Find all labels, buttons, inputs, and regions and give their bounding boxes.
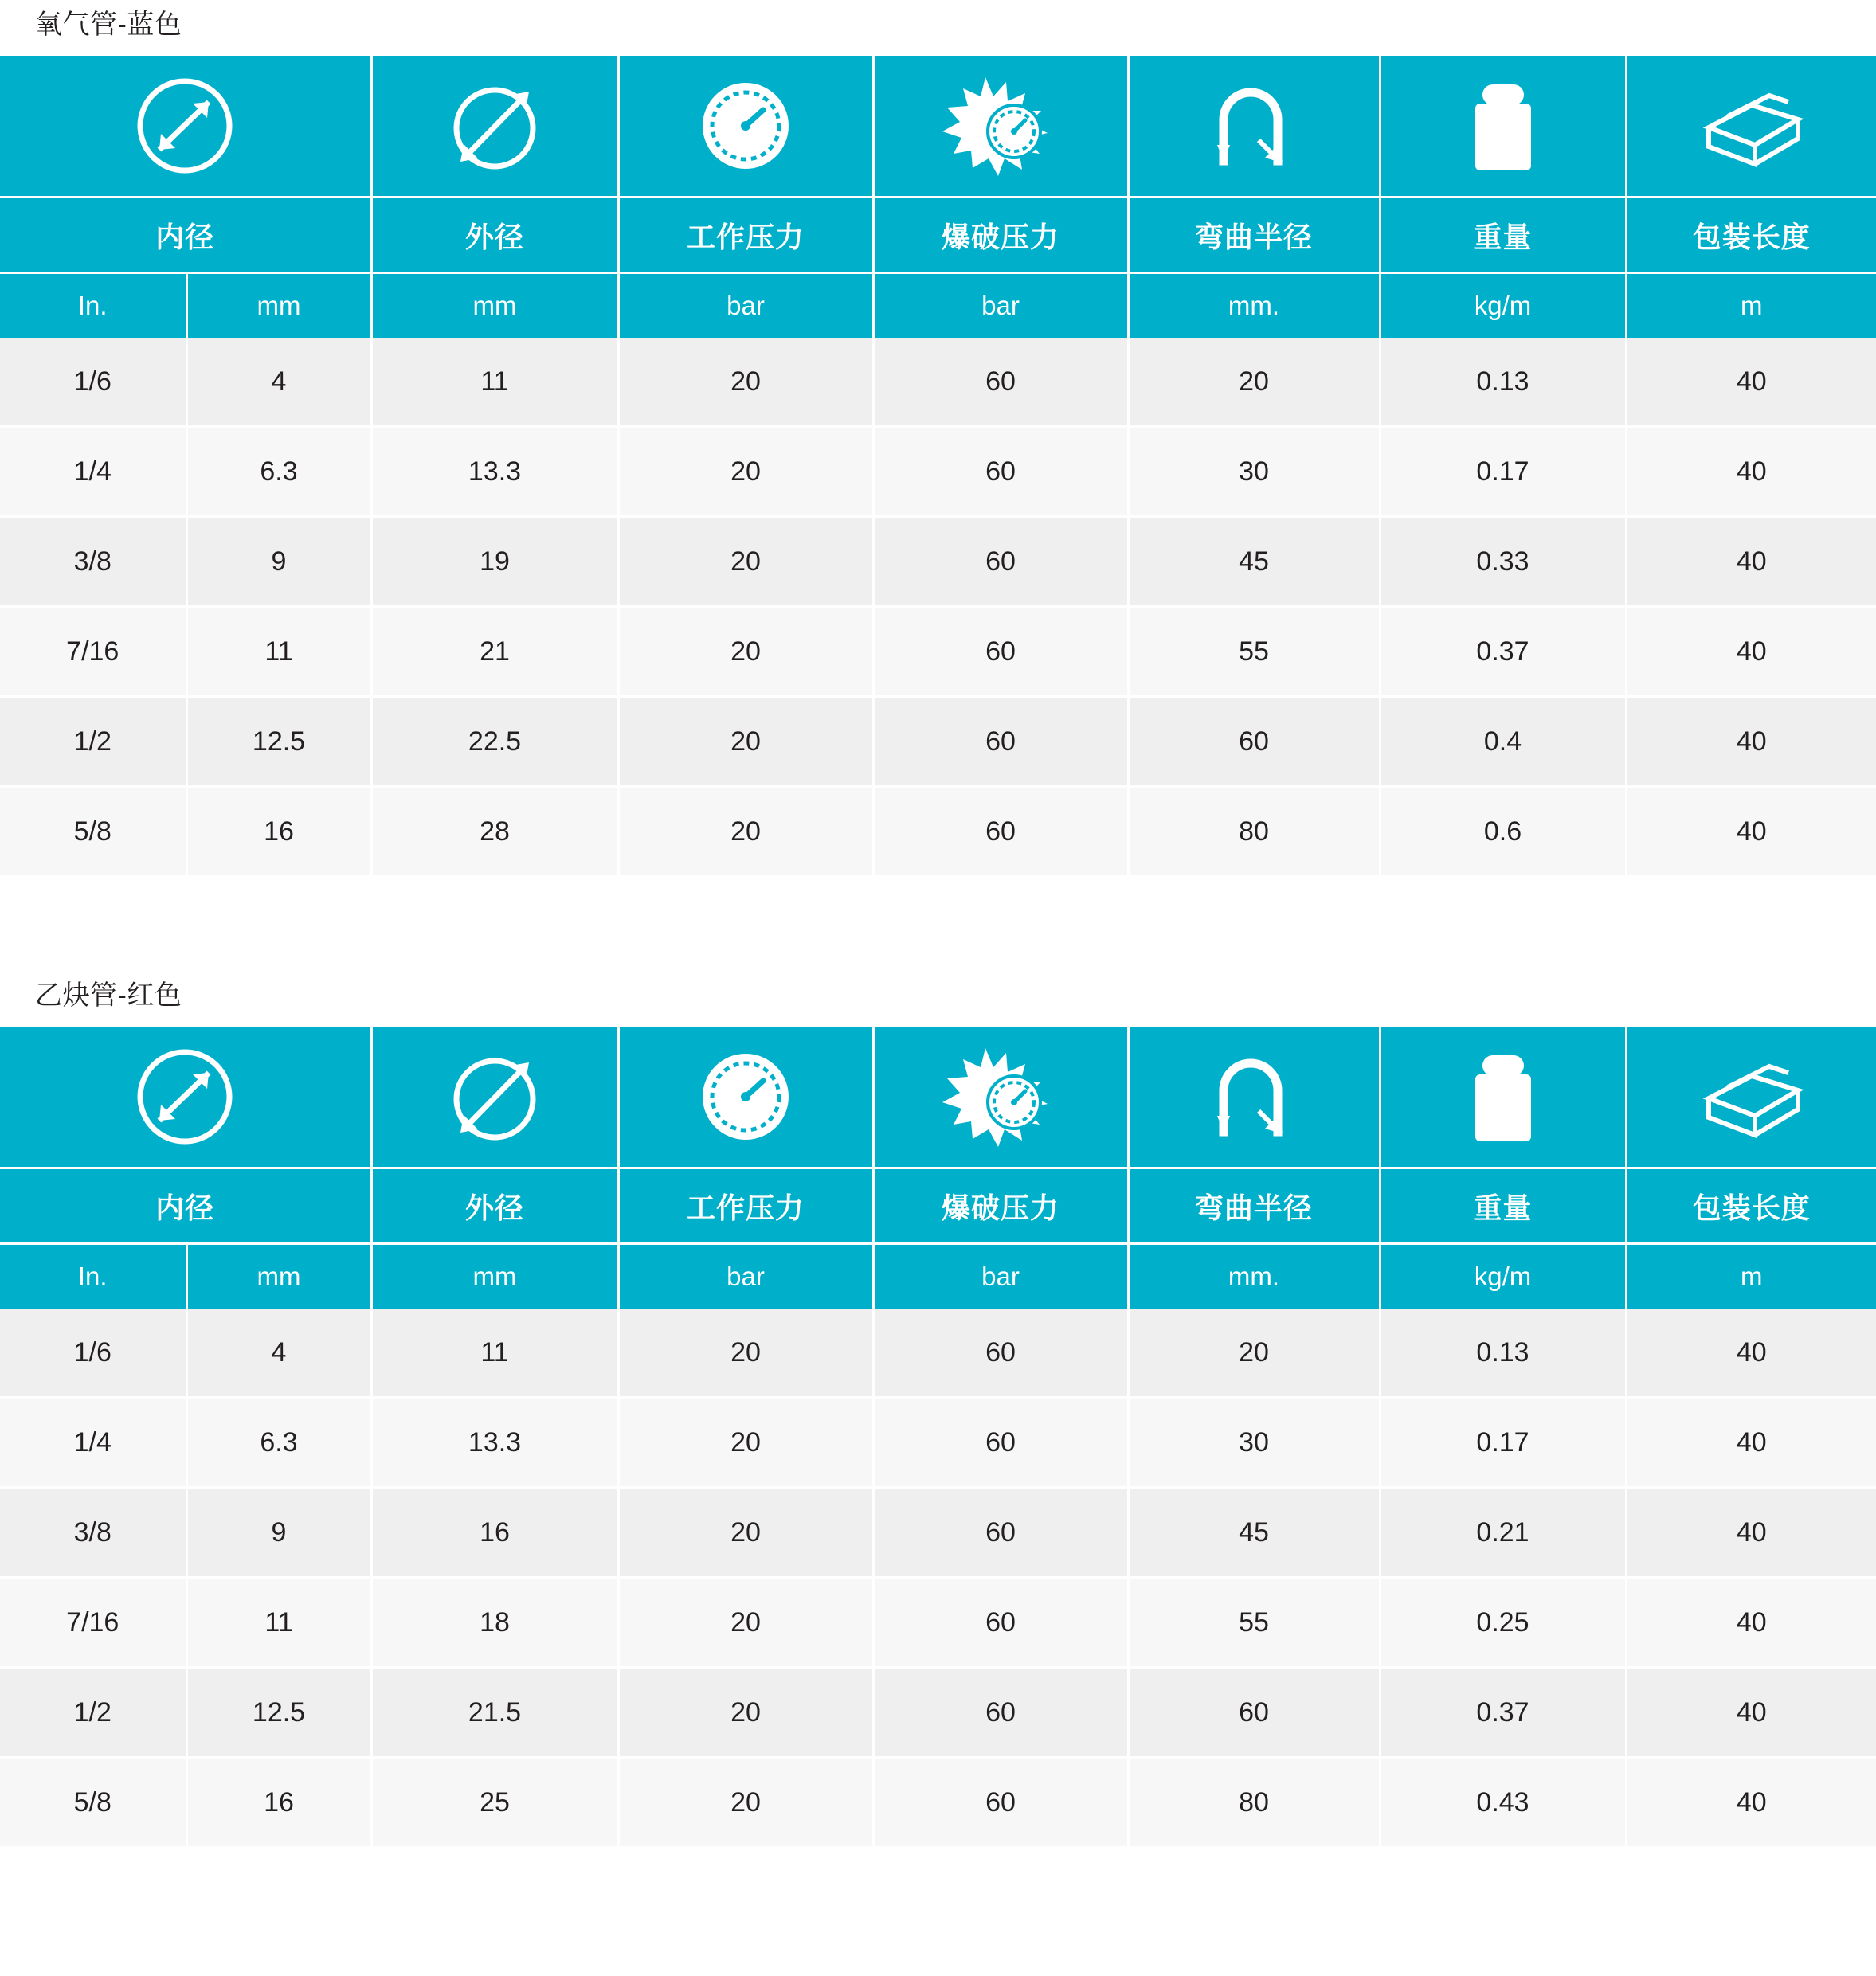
table-row (0, 427, 1876, 517)
cell-bp: 60 (873, 1758, 1128, 1847)
table-row (0, 1578, 1876, 1668)
header-unit-row (0, 1244, 1876, 1309)
cell-length: 40 (1626, 338, 1876, 427)
header-weight: 重量 (1380, 1168, 1626, 1244)
table-row (0, 1668, 1876, 1758)
unit-bar-wp: bar (618, 1244, 873, 1309)
cell-od-mm: 16 (371, 1488, 618, 1578)
unit-in: In. (0, 273, 186, 338)
cell-bp: 60 (873, 517, 1128, 607)
bend-radius-icon-cell (1128, 1027, 1380, 1168)
cell-in: 1/2 (0, 1668, 186, 1758)
header-unit-row (0, 273, 1876, 338)
header-inner-diameter: 内径 (0, 198, 371, 273)
header-name-row (0, 1168, 1876, 1244)
cell-in: 3/8 (0, 517, 186, 607)
cell-od-mm: 11 (371, 1309, 618, 1398)
unit-bar-wp: bar (618, 273, 873, 338)
cell-br: 80 (1128, 787, 1380, 876)
cell-id-mm: 6.3 (186, 427, 371, 517)
inner-diameter-icon-cell (0, 56, 371, 198)
header-burst-pressure: 爆破压力 (873, 198, 1128, 273)
cell-id-mm: 16 (186, 1758, 371, 1847)
working-pressure-gauge-icon-cell (618, 1027, 873, 1168)
cell-br: 60 (1128, 697, 1380, 787)
cell-br: 60 (1128, 1668, 1380, 1758)
cell-length: 40 (1626, 427, 1876, 517)
cell-in: 5/8 (0, 787, 186, 876)
header-package-length: 包装长度 (1626, 198, 1876, 273)
cell-id-mm: 4 (186, 338, 371, 427)
unit-kgm: kg/m (1380, 1244, 1626, 1309)
cell-id-mm: 11 (186, 607, 371, 697)
cell-weight: 0.25 (1380, 1578, 1626, 1668)
package-length-icon (1627, 1027, 1876, 1167)
outer-diameter-icon-cell (371, 56, 618, 198)
cell-br: 55 (1128, 607, 1380, 697)
cell-bp: 60 (873, 787, 1128, 876)
weight-icon (1381, 1027, 1625, 1167)
cell-in: 5/8 (0, 1758, 186, 1847)
cell-bp: 60 (873, 1398, 1128, 1488)
header-package-length: 包装长度 (1626, 1168, 1876, 1244)
unit-mm-od: mm (371, 273, 618, 338)
cell-od-mm: 11 (371, 338, 618, 427)
cell-in: 7/16 (0, 1578, 186, 1668)
header-bend-radius: 弯曲半径 (1128, 1168, 1380, 1244)
section-acetylene-hose (0, 971, 1876, 1846)
cell-in: 1/4 (0, 427, 186, 517)
unit-bar-bp: bar (873, 1244, 1128, 1309)
icon-header-row (0, 56, 1876, 198)
cell-in: 1/6 (0, 338, 186, 427)
section-oxygen-hose (0, 0, 1876, 875)
cell-in: 1/4 (0, 1398, 186, 1488)
cell-bp: 60 (873, 338, 1128, 427)
cell-id-mm: 12.5 (186, 697, 371, 787)
package-length-icon-cell (1626, 56, 1876, 198)
cell-wp: 20 (618, 517, 873, 607)
cell-od-mm: 21.5 (371, 1668, 618, 1758)
spec-table (0, 1027, 1876, 1846)
cell-wp: 20 (618, 787, 873, 876)
cell-br: 20 (1128, 1309, 1380, 1398)
cell-wp: 20 (618, 1488, 873, 1578)
cell-br: 30 (1128, 1398, 1380, 1488)
working-pressure-gauge-icon (620, 56, 872, 196)
cell-length: 40 (1626, 787, 1876, 876)
cell-br: 55 (1128, 1578, 1380, 1668)
cell-weight: 0.33 (1380, 517, 1626, 607)
cell-wp: 20 (618, 1668, 873, 1758)
header-burst-pressure: 爆破压力 (873, 1168, 1128, 1244)
section-divider-space (0, 875, 1876, 971)
section-title: 氧气管-蓝色 (35, 10, 182, 40)
cell-bp: 60 (873, 427, 1128, 517)
bend-radius-icon-cell (1128, 56, 1380, 198)
cell-id-mm: 6.3 (186, 1398, 371, 1488)
header-working-pressure: 工作压力 (618, 198, 873, 273)
bend-radius-icon (1130, 56, 1379, 196)
cell-wp: 20 (618, 1758, 873, 1847)
cell-weight: 0.13 (1380, 1309, 1626, 1398)
cell-wp: 20 (618, 1578, 873, 1668)
cell-bp: 60 (873, 1488, 1128, 1578)
table-row (0, 1309, 1876, 1398)
header-outer-diameter: 外径 (371, 198, 618, 273)
cell-id-mm: 16 (186, 787, 371, 876)
burst-pressure-icon-cell (873, 56, 1128, 198)
cell-od-mm: 22.5 (371, 697, 618, 787)
outer-diameter-icon-cell (371, 1027, 618, 1168)
burst-pressure-icon-cell (873, 1027, 1128, 1168)
table-row (0, 1758, 1876, 1847)
cell-id-mm: 9 (186, 517, 371, 607)
unit-mm-br: mm. (1128, 273, 1380, 338)
cell-weight: 0.43 (1380, 1758, 1626, 1847)
unit-in: In. (0, 1244, 186, 1309)
cell-weight: 0.17 (1380, 1398, 1626, 1488)
unit-mm-br: mm. (1128, 1244, 1380, 1309)
inner-diameter-icon (0, 56, 370, 196)
cell-br: 30 (1128, 427, 1380, 517)
cell-id-mm: 4 (186, 1309, 371, 1398)
table-row (0, 517, 1876, 607)
cell-weight: 0.6 (1380, 787, 1626, 876)
cell-in: 1/6 (0, 1309, 186, 1398)
package-length-icon (1627, 56, 1876, 196)
inner-diameter-icon-cell (0, 1027, 371, 1168)
unit-m: m (1626, 273, 1876, 338)
cell-od-mm: 18 (371, 1578, 618, 1668)
section-title: 乙炔管-红色 (35, 980, 182, 1011)
outer-diameter-icon (373, 56, 617, 196)
unit-mm-id: mm (186, 273, 371, 338)
cell-od-mm: 19 (371, 517, 618, 607)
cell-od-mm: 21 (371, 607, 618, 697)
header-bend-radius: 弯曲半径 (1128, 198, 1380, 273)
cell-weight: 0.4 (1380, 697, 1626, 787)
cell-id-mm: 9 (186, 1488, 371, 1578)
cell-br: 45 (1128, 1488, 1380, 1578)
cell-id-mm: 12.5 (186, 1668, 371, 1758)
unit-kgm: kg/m (1380, 273, 1626, 338)
outer-diameter-icon (373, 1027, 617, 1167)
cell-bp: 60 (873, 607, 1128, 697)
cell-bp: 60 (873, 697, 1128, 787)
cell-length: 40 (1626, 1398, 1876, 1488)
table-row (0, 338, 1876, 427)
cell-od-mm: 25 (371, 1758, 618, 1847)
cell-length: 40 (1626, 517, 1876, 607)
weight-icon-cell (1380, 1027, 1626, 1168)
cell-length: 40 (1626, 697, 1876, 787)
unit-mm-id: mm (186, 1244, 371, 1309)
cell-od-mm: 13.3 (371, 427, 618, 517)
cell-weight: 0.21 (1380, 1488, 1626, 1578)
table-row (0, 1488, 1876, 1578)
cell-length: 40 (1626, 1578, 1876, 1668)
package-length-icon-cell (1626, 1027, 1876, 1168)
unit-mm-od: mm (371, 1244, 618, 1309)
header-working-pressure: 工作压力 (618, 1168, 873, 1244)
cell-weight: 0.13 (1380, 338, 1626, 427)
cell-bp: 60 (873, 1578, 1128, 1668)
icon-header-row (0, 1027, 1876, 1168)
cell-bp: 60 (873, 1309, 1128, 1398)
cell-weight: 0.37 (1380, 607, 1626, 697)
cell-wp: 20 (618, 607, 873, 697)
bend-radius-icon (1130, 1027, 1379, 1167)
cell-weight: 0.37 (1380, 1668, 1626, 1758)
header-weight: 重量 (1380, 198, 1626, 273)
cell-br: 45 (1128, 517, 1380, 607)
burst-pressure-icon (875, 56, 1127, 196)
header-outer-diameter: 外径 (371, 1168, 618, 1244)
cell-od-mm: 13.3 (371, 1398, 618, 1488)
cell-br: 80 (1128, 1758, 1380, 1847)
cell-br: 20 (1128, 338, 1380, 427)
header-name-row (0, 198, 1876, 273)
cell-wp: 20 (618, 427, 873, 517)
table-row (0, 607, 1876, 697)
weight-icon (1381, 56, 1625, 196)
unit-m: m (1626, 1244, 1876, 1309)
header-inner-diameter: 内径 (0, 1168, 371, 1244)
cell-in: 3/8 (0, 1488, 186, 1578)
cell-bp: 60 (873, 1668, 1128, 1758)
working-pressure-gauge-icon-cell (618, 56, 873, 198)
cell-wp: 20 (618, 1398, 873, 1488)
burst-pressure-icon (875, 1027, 1127, 1167)
cell-wp: 20 (618, 1309, 873, 1398)
cell-wp: 20 (618, 697, 873, 787)
cell-length: 40 (1626, 1758, 1876, 1847)
cell-id-mm: 11 (186, 1578, 371, 1668)
cell-weight: 0.17 (1380, 427, 1626, 517)
cell-length: 40 (1626, 607, 1876, 697)
table-row (0, 1398, 1876, 1488)
cell-wp: 20 (618, 338, 873, 427)
cell-length: 40 (1626, 1488, 1876, 1578)
cell-length: 40 (1626, 1668, 1876, 1758)
cell-od-mm: 28 (371, 787, 618, 876)
cell-in: 7/16 (0, 607, 186, 697)
inner-diameter-icon (0, 1027, 370, 1167)
table-row (0, 787, 1876, 876)
working-pressure-gauge-icon (620, 1027, 872, 1167)
cell-in: 1/2 (0, 697, 186, 787)
unit-bar-bp: bar (873, 273, 1128, 338)
table-row (0, 697, 1876, 787)
cell-length: 40 (1626, 1309, 1876, 1398)
weight-icon-cell (1380, 56, 1626, 198)
spec-table (0, 56, 1876, 875)
